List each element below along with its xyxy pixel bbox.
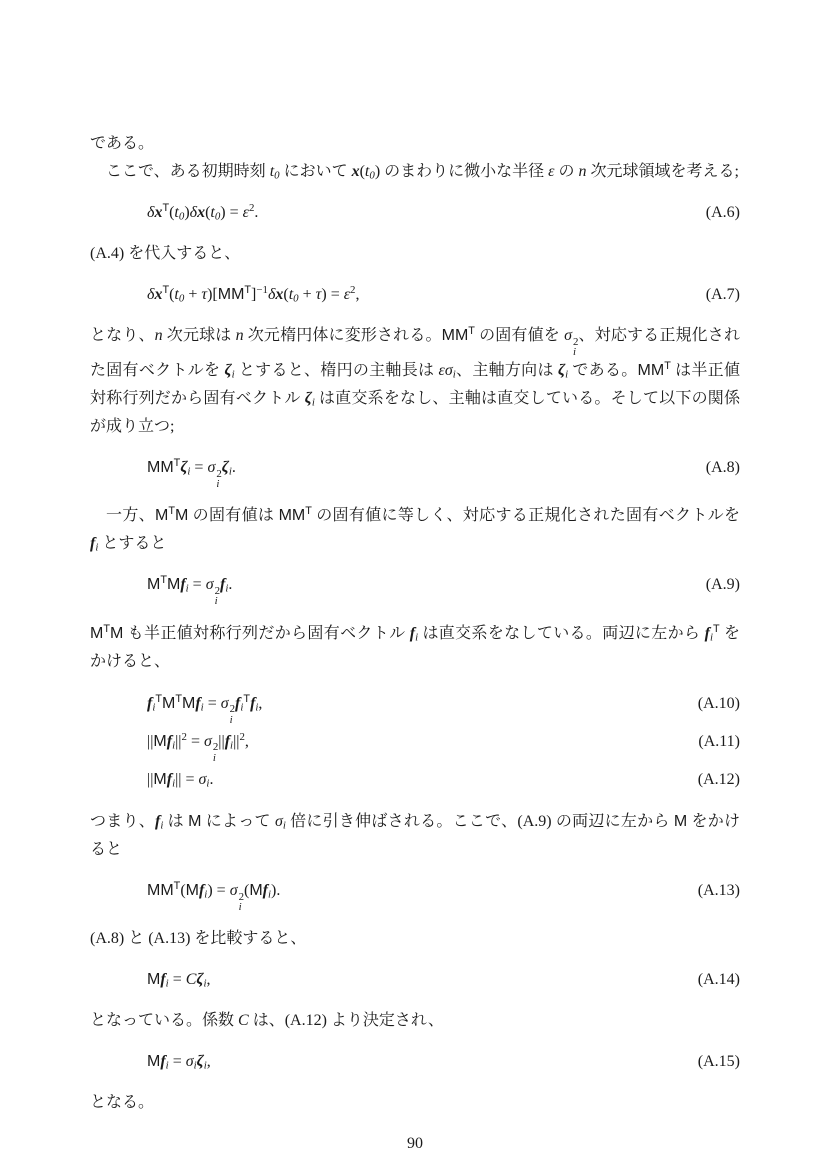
equation-group-a10-a12: [90, 689, 740, 795]
equation-a9: [90, 571, 740, 606]
paragraph-orthogonal: $M^TM$ も半正値対称行列だから固有ベクトル $f_i$ は直交系をなしている。両辺に左から $f_i^T$ をかけると、: [90, 622, 740, 670]
equation-a13-number: (A.13): [697, 882, 740, 900]
equation-a6: [90, 199, 740, 227]
equation-a9-number: (A.9): [705, 576, 740, 594]
equation-a7-number: (A.7): [705, 286, 740, 303]
equation-a14-number: (A.14): [697, 971, 740, 989]
equation-a15: [90, 1048, 740, 1076]
equation-a8-number: (A.8): [705, 459, 740, 477]
equation-a12: [90, 765, 740, 795]
equation-a12-math: $||Mf_i|| = \sigma_i$.: [147, 771, 214, 790]
paragraph-coefficient: となっている。係数 C は、(A.12) より決定され、: [90, 1012, 444, 1030]
equation-a6-math: $\delta x^T(t_0)\delta x(t_0) = \varepsilon^2$.: [147, 202, 259, 223]
equation-a10: [90, 689, 740, 725]
equation-a7-math: $\delta x^T(t_0 + \tau)[MM^T]^{-1}\delta x(t_0 + \tau) = \varepsilon^2$,: [147, 284, 360, 305]
equation-a12-number: (A.12): [697, 771, 740, 789]
equation-a11-math: $||Mf_i||^2 = \sigma$ 2 i $||f_i||^2$,: [147, 730, 249, 764]
paragraph-stretch: つまり、$f_i$ は M によって $\sigma_i$ 倍に引き伸ばされる。ここで、(A.9) の両辺に左から M をかけると: [90, 813, 740, 859]
equation-a6-number: (A.6): [705, 204, 740, 221]
paragraph-substitute-a4: (A.4) を代入すると、: [90, 245, 241, 262]
equation-a8: [90, 454, 740, 489]
equation-a11: [90, 727, 740, 763]
equation-a10-number: (A.10): [697, 694, 740, 712]
paragraph-dearu: である。: [90, 135, 155, 152]
equation-a11-number: (A.11): [698, 732, 740, 750]
paragraph-ellipsoid: となり、n 次元球は n 次元楕円体に変形される。$MM^T$ の固有値を σ 2 i 、対応する正規化された固有ベクトルを $\zeta_i$ とすると、楕円の主軸長は $\varepsilon\sigma_i$、主軸方向は $\zeta_i$ である。$MM^T$ は半正値対称行列だから固有ベクトル $\zeta_i$ は直交系をなし、主軸は直交している。そして以下の関係が成り立つ;: [90, 325, 740, 436]
equation-a10-math: $f_i^TM^TMf_i = \sigma$ 2 i $f_i^Tf_i$,: [147, 692, 263, 726]
paragraph-mtm-eigen: 一方、$M^TM$ の固有値は $MM^T$ の固有値に等しく、対応する正規化された固有ベクトルを $f_i$ とすると: [90, 505, 740, 555]
paragraph-tonaru: となる。: [90, 1094, 155, 1112]
paragraph-compare: (A.8) と (A.13) を比較すると、: [90, 930, 307, 948]
equation-a8-math: $MM^T\zeta_i = \sigma$ 2 i $\zeta_i$.: [147, 457, 236, 491]
equation-a9-math: $M^TMf_i = \sigma$ 2 i $f_i$.: [147, 574, 233, 608]
equation-a15-math: $Mf_i = \sigma_i\zeta_i$,: [147, 1053, 211, 1073]
paragraph-initial-sphere: ここで、ある初期時刻 $t_0$ において $x(t_0)$ のまわりに微小な半径 ε の n 次元球領域を考える;: [106, 163, 739, 182]
equation-a15-number: (A.15): [697, 1053, 740, 1071]
equation-a7: [90, 281, 740, 309]
equation-a14: [90, 966, 740, 994]
equation-a14-math: $Mf_i = C\zeta_i$,: [147, 971, 211, 991]
page-number: 90: [407, 1135, 423, 1153]
equation-a13: [90, 877, 740, 912]
equation-a13-math: $MM^T(Mf_i) = \sigma$ 2 i $(Mf_i)$.: [147, 880, 281, 913]
